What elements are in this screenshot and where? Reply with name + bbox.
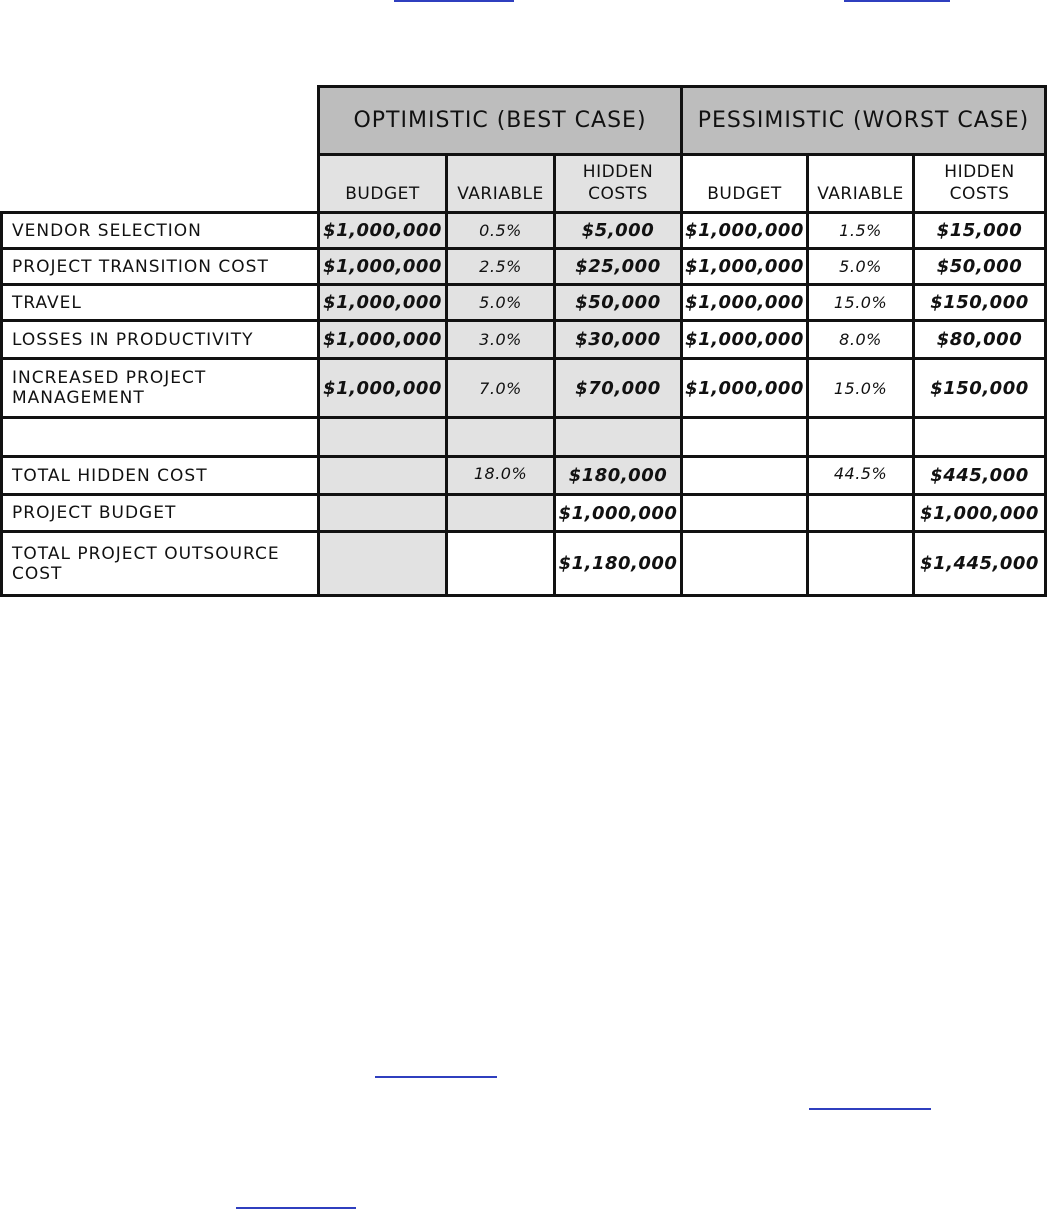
column-header-pessimistic-budget: BUDGET — [680, 153, 809, 214]
table-cell — [806, 416, 915, 458]
table-cell: 0.5% — [445, 211, 556, 250]
row-label: LOSSES IN PRODUCTIVITY — [0, 319, 320, 360]
table-cell: 7.0% — [445, 357, 556, 419]
table-cell: $1,445,000 — [912, 530, 1047, 597]
table-cell: $30,000 — [553, 319, 683, 360]
table-cell: $180,000 — [553, 455, 683, 496]
row-label — [0, 416, 320, 458]
table-cell — [912, 416, 1047, 458]
table-cell: $15,000 — [912, 211, 1047, 250]
table-cell: $1,000,000 — [680, 319, 809, 360]
link-underline[interactable] — [394, 0, 514, 2]
row-label: VENDOR SELECTION — [0, 211, 320, 250]
table-cell: $1,000,000 — [317, 319, 448, 360]
table-cell: 8.0% — [806, 319, 915, 360]
table-cell: $1,000,000 — [680, 247, 809, 286]
table-cell: $1,000,000 — [680, 357, 809, 419]
table-cell — [317, 455, 448, 496]
table-cell: 15.0% — [806, 283, 915, 322]
group-header-optimistic: OPTIMISTIC (BEST CASE) — [317, 85, 683, 156]
table-cell — [680, 455, 809, 496]
column-header-pessimistic-hidden-costs: HIDDEN COSTS — [912, 153, 1047, 214]
table-cell: $25,000 — [553, 247, 683, 286]
link-underline[interactable] — [844, 0, 950, 2]
table-cell — [553, 416, 683, 458]
table-cell — [317, 493, 448, 533]
table-cell: $150,000 — [912, 357, 1047, 419]
link-underline[interactable] — [375, 1076, 497, 1078]
column-header-optimistic-variable: VARIABLE — [445, 153, 556, 214]
table-cell: $1,000,000 — [553, 493, 683, 533]
link-underline[interactable] — [809, 1108, 931, 1110]
table-cell: 15.0% — [806, 357, 915, 419]
table-cell: $70,000 — [553, 357, 683, 419]
table-cell — [445, 493, 556, 533]
group-header-pessimistic: PESSIMISTIC (WORST CASE) — [680, 85, 1047, 156]
row-label: INCREASED PROJECT MANAGEMENT — [0, 357, 320, 419]
table-cell — [317, 530, 448, 597]
table-cell — [445, 530, 556, 597]
table-cell: $80,000 — [912, 319, 1047, 360]
table-cell: $1,000,000 — [317, 283, 448, 322]
column-header-optimistic-budget: BUDGET — [317, 153, 448, 214]
table-cell: $1,000,000 — [680, 283, 809, 322]
table-cell — [680, 416, 809, 458]
table-cell — [806, 493, 915, 533]
hidden-cost-table — [0, 85, 1047, 597]
table-cell: $1,180,000 — [553, 530, 683, 597]
table-cell: $50,000 — [912, 247, 1047, 286]
table-cell: $1,000,000 — [317, 211, 448, 250]
table-cell: $50,000 — [553, 283, 683, 322]
table-cell — [680, 530, 809, 597]
row-label: PROJECT BUDGET — [0, 493, 320, 533]
table-cell — [806, 530, 915, 597]
row-label: PROJECT TRANSITION COST — [0, 247, 320, 286]
table-cell — [317, 416, 448, 458]
table-cell — [680, 493, 809, 533]
table-cell: $445,000 — [912, 455, 1047, 496]
table-cell — [445, 416, 556, 458]
table-cell: $150,000 — [912, 283, 1047, 322]
table-cell: $1,000,000 — [317, 357, 448, 419]
table-cell: 5.0% — [445, 283, 556, 322]
table-cell: 44.5% — [806, 455, 915, 496]
table-cell: 1.5% — [806, 211, 915, 250]
table-cell: 5.0% — [806, 247, 915, 286]
table-cell: $5,000 — [553, 211, 683, 250]
table-cell: 18.0% — [445, 455, 556, 496]
table-cell: $1,000,000 — [317, 247, 448, 286]
row-label: TOTAL PROJECT OUTSOURCE COST — [0, 530, 320, 597]
table-cell: 2.5% — [445, 247, 556, 286]
row-label: TOTAL HIDDEN COST — [0, 455, 320, 496]
column-header-optimistic-hidden-costs: HIDDEN COSTS — [553, 153, 683, 214]
table-cell: $1,000,000 — [912, 493, 1047, 533]
link-underline[interactable] — [236, 1207, 356, 1209]
column-header-pessimistic-variable: VARIABLE — [806, 153, 915, 214]
table-cell: 3.0% — [445, 319, 556, 360]
row-label: TRAVEL — [0, 283, 320, 322]
table-cell: $1,000,000 — [680, 211, 809, 250]
